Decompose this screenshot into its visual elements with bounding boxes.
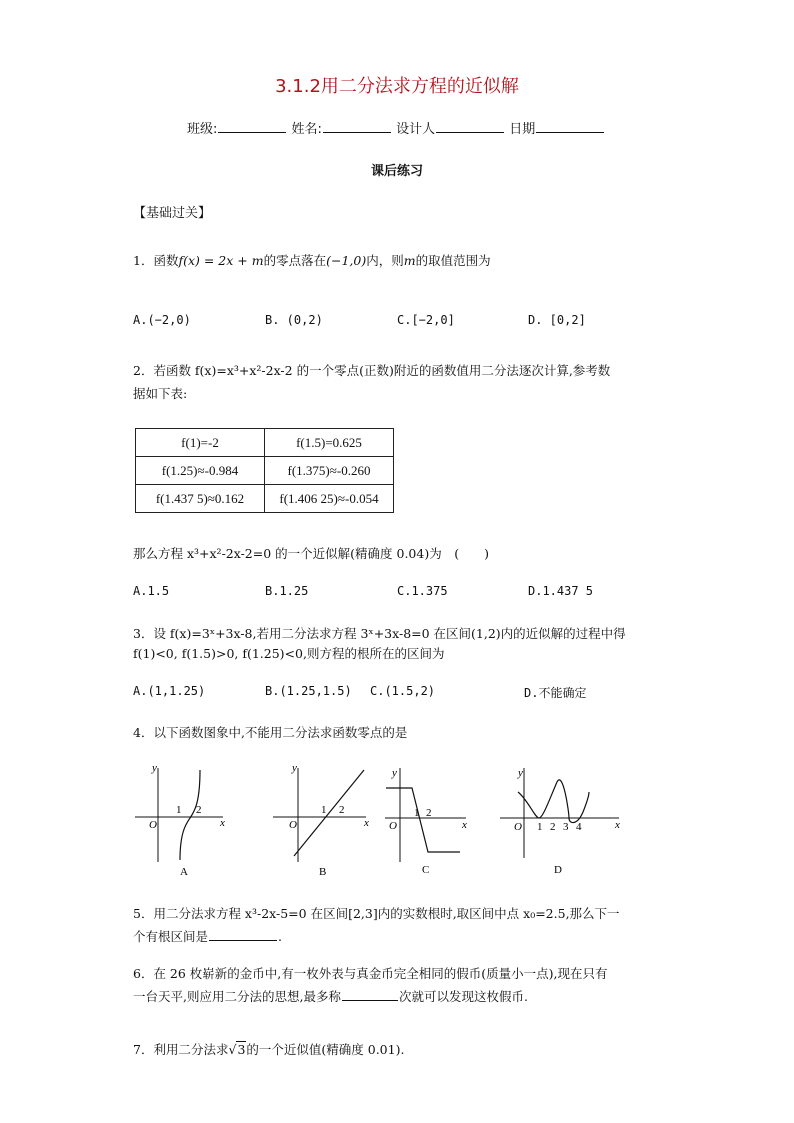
q6-text: 次就可以发现这枚假币. [398, 989, 528, 1004]
question-1 [133, 251, 491, 269]
section-heading: 【基础过关】 [133, 206, 212, 221]
origin-label: O [289, 819, 297, 831]
q2-option-b: B.1.25 [265, 584, 309, 598]
graph-label: B [319, 866, 327, 878]
graph-b [268, 762, 373, 882]
q1-option-c: C.[−2,0] [397, 313, 455, 327]
q5-text: . [278, 929, 282, 944]
tick-3: 3 [563, 821, 569, 833]
q2-option-c: C.1.375 [397, 584, 448, 598]
q2-text: 据如下表: [133, 386, 188, 401]
date-blank [536, 119, 604, 133]
origin-label: O [514, 821, 522, 833]
q1-option-b: B. (0,2) [265, 313, 323, 327]
name-label: 姓名: [291, 122, 322, 137]
q3-option-c: C.(1.5,2) [370, 684, 436, 698]
q6-answer-blank [342, 987, 398, 1001]
origin-label: O [389, 820, 397, 832]
q2-option-d: D.1.437 5 [528, 584, 594, 598]
table-cell: f(1.437 5)≈0.162 [136, 485, 265, 513]
q1-variable: m [403, 253, 416, 268]
q4-text: 4．以下函数图象中,不能用二分法求函数零点的是 [133, 725, 408, 740]
piecewise-line [386, 788, 460, 852]
y-label: y [518, 767, 523, 779]
q2-text: 那么方程 x³+x²-2x-2=0 的一个近似解(精确度 0.04)为 ( ) [133, 546, 489, 561]
x-label: x [220, 817, 225, 829]
graph-label: D [554, 864, 562, 876]
graph-label: C [422, 864, 430, 876]
q6-text: 一台天平,则应用二分法的思想,最多称 [133, 989, 341, 1004]
table-cell: f(1.406 25)≈-0.054 [265, 485, 394, 513]
q6-line2 [133, 987, 528, 1005]
tick-2: 2 [550, 821, 556, 833]
section-subtitle: 课后练习 [370, 164, 423, 179]
sqrt-sign: √ [228, 1042, 237, 1057]
q2-text: 2．若函数 f(x)=x³+x²-2x-2 的一个零点(正数)附近的函数值用二分法逐次计算,参考数 [133, 363, 611, 378]
tick-1: 1 [537, 821, 543, 833]
origin-label: O [149, 819, 157, 831]
q1-interval: (−1,0) [326, 253, 367, 268]
q6-text: 6．在 26 枚崭新的金币中,有一枚外表与真金币完全相同的假币(质量小一点),现在只有 [133, 966, 608, 981]
q1-function: f(x) = 2x + m [178, 253, 264, 268]
line [294, 770, 364, 856]
designer-blank [436, 119, 504, 133]
q2-data-table [135, 428, 394, 513]
graph-a [130, 762, 230, 882]
table-row [136, 429, 394, 457]
q3-option-d: D.不能确定 [524, 686, 587, 700]
designer-label: 设计人 [396, 122, 436, 137]
table-cell: f(1)=-2 [136, 429, 265, 457]
tick-4: 4 [576, 821, 582, 833]
table-cell: f(1.5)=0.625 [265, 429, 394, 457]
graph-label: A [180, 866, 188, 878]
class-blank [218, 119, 286, 133]
table-row [136, 457, 394, 485]
q7-radicand: 3 [237, 1042, 246, 1057]
question-7 [133, 1040, 404, 1058]
page-title: 3.1.2用二分法求方程的近似解 [275, 76, 519, 97]
q5-answer-blank [209, 927, 277, 941]
q1-option-a: A.(−2,0) [133, 313, 191, 327]
q1-option-d: D. [0,2] [528, 313, 586, 327]
tick-2: 2 [196, 804, 202, 816]
q5-text: 个有根区间是 [133, 929, 209, 944]
graph-d [495, 762, 625, 882]
table-cell: f(1.25)≈-0.984 [136, 457, 265, 485]
q5-text: 5．用二分法求方程 x³-2x-5=0 在区间[2,3]内的实数根时,取区间中点 x₀=2.5,那么下一 [133, 906, 620, 921]
x-label: x [615, 819, 620, 831]
q2-option-a: A.1.5 [133, 584, 170, 598]
table-row [136, 485, 394, 513]
tick-2: 2 [339, 804, 345, 816]
name-blank [323, 119, 391, 133]
y-label: y [152, 762, 157, 774]
y-label: y [292, 762, 297, 774]
tick-1: 1 [321, 804, 327, 816]
q1-text: 1．函数 [133, 253, 179, 268]
tick-2: 2 [426, 807, 432, 819]
q3-text: f(1)<0, f(1.5)>0, f(1.25)<0,则方程的根所在的区间为 [133, 646, 445, 661]
curve [518, 780, 589, 823]
q5-line2 [133, 927, 282, 945]
q3-option-b: B.(1.25,1.5) [265, 684, 352, 698]
date-label: 日期 [509, 122, 536, 137]
tick-1: 1 [176, 804, 182, 816]
graph-c [380, 762, 470, 882]
q7-text: 的一个近似值(精确度 0.01). [246, 1042, 405, 1057]
tick-1: 1 [414, 807, 420, 819]
class-label: 班级: [187, 122, 218, 137]
q1-text: 内，则 [366, 253, 404, 268]
q7-text: 7．利用二分法求 [133, 1042, 229, 1057]
q1-text: 的零点落在 [263, 253, 327, 268]
student-info-line [187, 118, 605, 137]
x-label: x [364, 817, 369, 829]
q3-option-a: A.(1,1.25) [133, 684, 206, 698]
q1-text: 的取值范围为 [415, 253, 491, 268]
x-label: x [462, 819, 467, 831]
y-label: y [392, 767, 397, 779]
table-cell: f(1.375)≈-0.260 [265, 457, 394, 485]
q3-text: 3．设 f(x)=3ˣ+3x-8,若用二分法求方程 3ˣ+3x-8=0 在区间(1,2)内的近似解的过程中得 [133, 626, 626, 641]
